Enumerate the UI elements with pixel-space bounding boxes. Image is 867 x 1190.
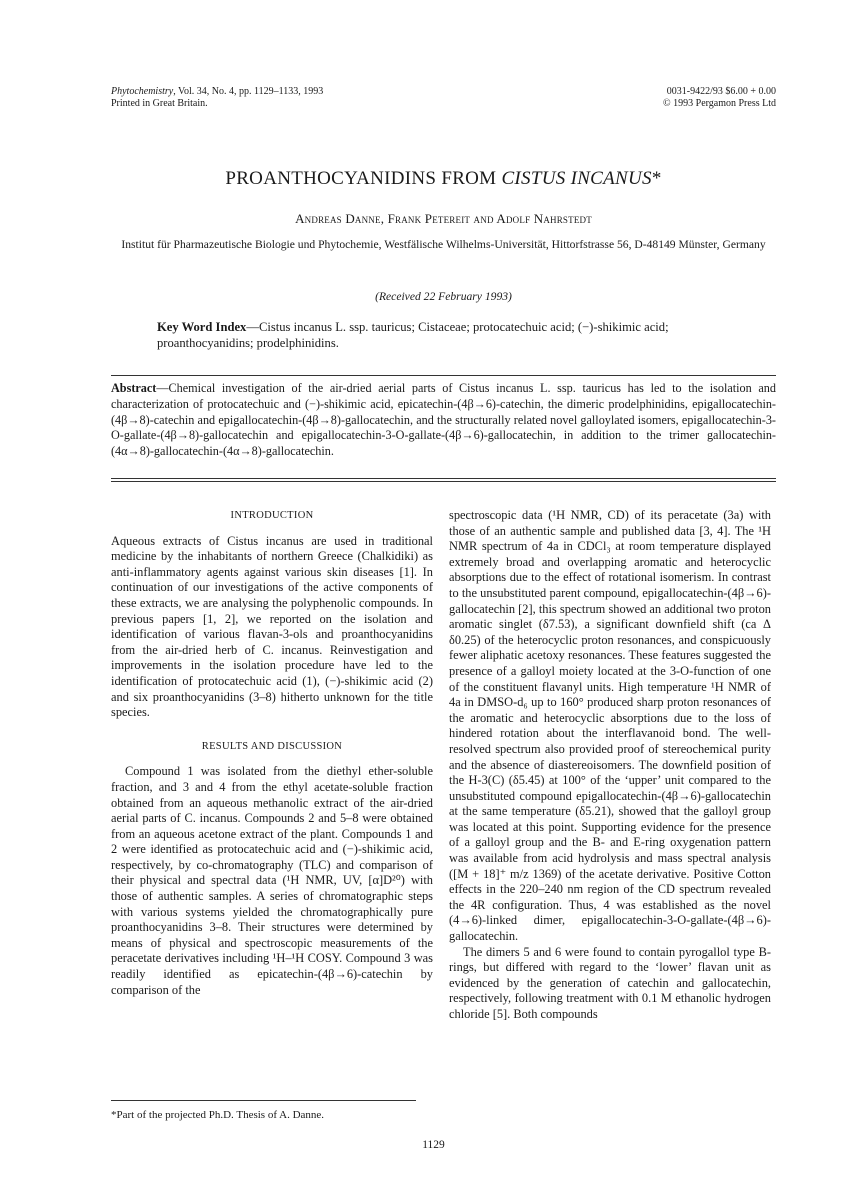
copyright: © 1993 Pergamon Press Ltd: [663, 98, 776, 109]
received-date: (Received 22 February 1993): [375, 290, 512, 303]
footnote: *Part of the projected Ph.D. Thesis of A. Danne.: [111, 1109, 325, 1121]
page-number: 1129: [422, 1139, 445, 1151]
keyword-label: Key Word Index: [157, 320, 247, 334]
issn-price: 0031-9422/93 $6.00 + 0.00: [666, 86, 776, 97]
results-heading: RESULTS AND DISCUSSION: [201, 740, 343, 752]
journal-name: Phytochemistry: [111, 86, 174, 97]
left-column: [111, 508, 433, 998]
affiliation: Institut für Pharmazeutische Biologie und Phytochemie, Westfälische Wilhelms-Universität, Hittorfstrasse 56, D-48149 Münster, Germany: [121, 238, 766, 251]
title-footnote-mark: *: [651, 168, 662, 189]
right-paragraph-1: spectroscopic data (¹H NMR, CD) of its peracetate (3a) with those of an authentic sample and published data [3, 4]. The ¹H NMR spectrum of 4a in CDCl₃ at room temperature displayed extremely broad and overlapping aromatic and heterocyclic absorptions due to the effect of rotational isomerism. In contrast to the unsubstituted parent compound, epigallocatechin-(4β→6)-gallocatechin [2], this spectrum showed an additional two proton aromatic singlet (δ7.53), a significant downfield shift (ca Δ δ0.25) of the heterocyclic proton resonances, and conspicuously fewer aliphatic acetoxy resonances. These features suggested the presence of a galloyl moiety located at the 3-O-function of one of the constituent flavanyl units. High temperature ¹H NMR of 4a in DMSO-d₆ up to 160° produced sharp proton resonances of the aromatic and heterocyclic absorptions due to the loss of hindered rotation about the interflavanoid bond. The well-resolved spectrum also provided proof of stereochemical purity and the absence of diastereoisomers. The downfield position of the H-3(C) (δ5.45) at 100° of the ‘upper’ unit compared to the unsubstituted compound epigallocatechin-(4β→6)-gallocatechin at the same temperature (δ5.21), showed that the galloyl group was located at this point. Supporting evidence for the presence of a galloyl group and the B- and E-ring oxygenation pattern was available from acid hydrolysis and mass spectral analysis ([M + 18]⁺ m/z 1369) of the acetate derivative. Positive Cotton effects in the 220–240 nm region of the CD spectrum revealed the 4R configuration. Thus, 4 was established as the novel (4→6)-linked dimer, epigallocatechin-3-O-gallate-(4β→6)-gallocatechin.: [449, 508, 771, 944]
footnote-rule: [111, 1100, 416, 1101]
paper-title: [111, 168, 776, 190]
journal-citation: [111, 86, 471, 110]
results-paragraph: Compound 1 was isolated from the diethyl ether-soluble fraction, and 3 and 4 from the ethyl acetate-soluble fraction obtained from an aqueous methanolic extract of the air-dried aerial parts of C. incanus. Compounds 2 and 5–8 were obtained from an aqueous acetone extract of the plant. Compounds 1 and 2 were identified as protocatechuic acid and (−)-shikimic acid, respectively, by co-chromatography (TLC) and comparison of their physical and spectral data (¹H NMR, UV, [α]D²⁰) with those of authentic samples. A series of chromatographic steps with various systems yielded the chromatographically pure proanthocyanidins 3–8. Their structures were determined by means of physical and spectroscopic measurements of the peracetate derivatives including ¹H–¹H COSY. Compound 3 was readily identified as epicatechin-(4β→6)-catechin by comparison of the: [111, 764, 433, 997]
keyword-index: [157, 319, 762, 351]
introduction-paragraph: Aqueous extracts of Cistus incanus are used in traditional medicine by the inhabitants of northern Greece (Chalkidiki) as anti-inflammatory agents against various skin diseases [1]. In continuation of our investigations of the active components of these extracts, we are analysing the polyphenolic compounds. In previous papers [1, 2], we reported on the isolation and identification of various flavan-3-ols and proanthocyanidins from the air-dried herb of C. incanus. Reinvestigation and improvements in the isolation procedure have led to the identification of protocatechuic acid (1), (−)-shikimic acid (2) and six proanthocyanidins (3–8) hitherto unknown for the title species.: [111, 533, 433, 720]
abstract-label: Abstract: [111, 381, 157, 395]
volume-line: , Vol. 34, No. 4, pp. 1129–1133, 1993: [173, 86, 324, 97]
title-species: CISTUS INCANUS: [501, 168, 652, 189]
right-paragraph-2: The dimers 5 and 6 were found to contain pyrogallol type B-rings, but differed with regard to the ‘lower’ flavan unit as evidenced by the generation of catechin and gallocatechin, respectively, following treatment with 0.1 M ethanolic hydrogen chloride [5]. Both compounds: [449, 944, 771, 1021]
abstract-bottom-rule: [111, 478, 776, 479]
abstract-top-rule: [111, 375, 776, 376]
right-column: [449, 508, 771, 1023]
introduction-heading: INTRODUCTION: [230, 510, 314, 521]
title-main: PROANTHOCYANIDINS FROM: [225, 168, 502, 189]
issn-block: [516, 86, 776, 110]
keyword-text: —Cistus incanus L. ssp. tauricus; Cistaceae; protocatechuic acid; (−)-shikimic acid; proanthocyanidins; prodelphinidins.: [157, 320, 669, 350]
authors: Andreas Danne, Frank Petereit and Adolf Nahrstedt: [295, 211, 592, 226]
printed-note: Printed in Great Britain.: [111, 98, 208, 109]
abstract: [111, 381, 776, 460]
abstract-bottom-rule-2: [111, 481, 776, 482]
abstract-text: —Chemical investigation of the air-dried aerial parts of Cistus incanus L. ssp. tauricus has led to the isolation and characterization of protocatechuic and (−)-shikimic acid, epicatechin-(4β→6)-catechin, the dimeric prodelphinidins, epigallocatechin-(4β→8)-catechin and epigallocatechin-(4β→8)-gallocatechin, and the structurally related novel galloylated isomers, epigallocatechin-3-O-gallate-(4β→8)-gallocatechin and epigallocatechin-3-O-gallate-(4β→6)-gallocatechin, in addition to the trimer gallocatechin-(4α→8)-gallocatechin-(4α→8)-gallocatechin.: [111, 381, 776, 459]
